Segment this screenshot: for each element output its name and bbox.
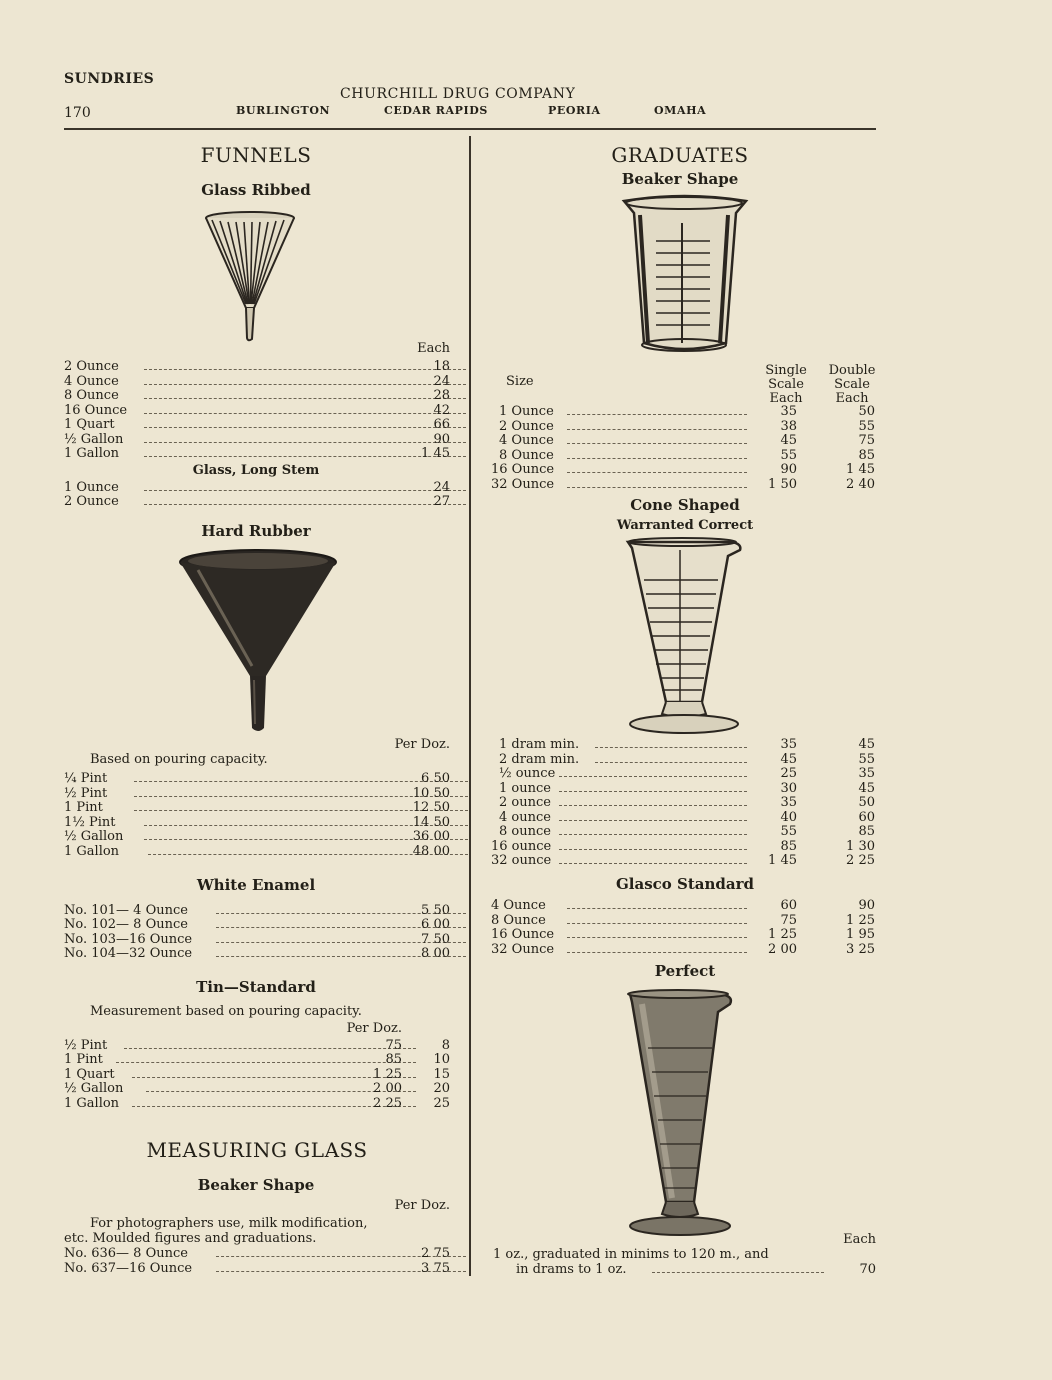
glass-ribbed-heading: Glass Ribbed bbox=[201, 181, 311, 199]
size-label: 1 Gallon bbox=[64, 446, 120, 461]
price-value: 85 bbox=[385, 1052, 402, 1067]
hard-rubber-perdoz-head: Per Doz. bbox=[394, 737, 450, 752]
price-row bbox=[499, 824, 879, 839]
hard-rubber-note: Based on pouring capacity. bbox=[90, 752, 268, 767]
price-value: 42 bbox=[433, 403, 450, 418]
single-price: 1 25 bbox=[768, 927, 797, 942]
price-row bbox=[64, 494, 454, 509]
double-price: 2 25 bbox=[846, 853, 875, 868]
double-scale-head bbox=[822, 364, 882, 406]
size-label: 8 Ounce bbox=[499, 448, 554, 463]
double-price: 1 30 bbox=[846, 839, 875, 854]
double-price: 3 25 bbox=[846, 942, 875, 957]
price-value: 6 50 bbox=[421, 771, 450, 786]
size-label: 2 Ounce bbox=[64, 494, 119, 509]
measuring-glass-subheading: Beaker Shape bbox=[197, 1176, 315, 1194]
price-value: 70 bbox=[859, 1262, 876, 1277]
price-value: 24 bbox=[433, 480, 450, 495]
price-value-extra: 20 bbox=[433, 1081, 450, 1096]
size-label: No. 102— 8 Ounce bbox=[64, 917, 188, 932]
measuring-perdoz-head: Per Doz. bbox=[394, 1198, 450, 1213]
beaker-size-head: Size bbox=[506, 374, 534, 389]
leader-dots bbox=[567, 414, 747, 415]
price-row bbox=[64, 432, 454, 447]
size-label: 1½ Pint bbox=[64, 815, 116, 830]
price-row bbox=[64, 815, 454, 830]
size-label: No. 101— 4 Ounce bbox=[64, 903, 188, 918]
tin-perdoz-head: Per Doz. bbox=[346, 1021, 402, 1036]
price-value: 24 bbox=[433, 374, 450, 389]
price-row bbox=[64, 1067, 454, 1082]
price-row bbox=[499, 766, 879, 781]
single-head-line: Single bbox=[765, 363, 807, 378]
size-label: ½ ounce bbox=[499, 766, 556, 781]
perfect-graduate-image bbox=[622, 988, 738, 1238]
size-label: 1 dram min. bbox=[499, 737, 580, 752]
double-head-line: Double bbox=[828, 363, 876, 378]
size-label: 2 Ounce bbox=[64, 359, 119, 374]
section-title: SUNDRIES bbox=[64, 71, 155, 87]
single-price: 45 bbox=[780, 752, 797, 767]
price-row bbox=[64, 771, 454, 786]
price-value-extra: 10 bbox=[433, 1052, 450, 1067]
size-label: ½ Pint bbox=[64, 1038, 108, 1053]
double-head-line: Each bbox=[835, 391, 869, 406]
size-label: 16 Ounce bbox=[491, 927, 555, 942]
price-value: 10 50 bbox=[412, 786, 450, 801]
price-row bbox=[64, 917, 454, 932]
price-value: 28 bbox=[433, 388, 450, 403]
hard-rubber-funnel-image bbox=[178, 548, 338, 738]
double-price: 85 bbox=[858, 824, 875, 839]
price-value: 5 50 bbox=[421, 903, 450, 918]
leader-dots bbox=[595, 762, 747, 763]
double-price: 75 bbox=[858, 433, 875, 448]
price-row bbox=[64, 1261, 454, 1276]
price-row bbox=[491, 477, 879, 492]
size-label: ¼ Pint bbox=[64, 771, 108, 786]
size-label: in drams to 1 oz. bbox=[516, 1262, 627, 1277]
tin-standard-heading: Tin—Standard bbox=[196, 978, 316, 996]
city-omaha: OMAHA bbox=[654, 104, 707, 117]
single-price: 35 bbox=[780, 795, 797, 810]
price-value: 2 75 bbox=[421, 1246, 450, 1261]
price-row bbox=[499, 433, 879, 448]
price-row bbox=[64, 946, 454, 961]
size-label: ½ Gallon bbox=[64, 829, 124, 844]
single-price: 25 bbox=[780, 766, 797, 781]
price-row bbox=[64, 1246, 454, 1261]
leader-dots bbox=[559, 834, 747, 835]
cone-shaped-heading: Cone Shaped bbox=[630, 496, 740, 514]
single-price: 35 bbox=[780, 737, 797, 752]
price-row bbox=[64, 446, 454, 461]
price-row bbox=[491, 942, 879, 957]
price-value: 27 bbox=[433, 494, 450, 509]
price-value: 90 bbox=[433, 432, 450, 447]
beaker-graduate-image bbox=[620, 193, 750, 363]
price-row bbox=[491, 898, 879, 913]
size-label: 1 Pint bbox=[64, 1052, 103, 1067]
double-price: 60 bbox=[858, 810, 875, 825]
size-label: 1 Quart bbox=[64, 417, 115, 432]
single-price: 55 bbox=[780, 448, 797, 463]
size-label: 16 Ounce bbox=[64, 403, 128, 418]
size-label: 1 Gallon bbox=[64, 1096, 120, 1111]
single-price: 35 bbox=[780, 404, 797, 419]
leader-dots bbox=[595, 747, 747, 748]
size-label: 1 Ounce bbox=[64, 480, 119, 495]
price-value: 48 00 bbox=[412, 844, 450, 859]
price-row bbox=[499, 810, 879, 825]
price-value: 75 bbox=[385, 1038, 402, 1053]
price-value: 7 50 bbox=[421, 932, 450, 947]
single-head-line: Each bbox=[769, 391, 803, 406]
company-name: CHURCHILL DRUG COMPANY bbox=[340, 86, 576, 102]
price-row bbox=[516, 1262, 876, 1277]
price-row bbox=[499, 795, 879, 810]
price-row bbox=[491, 913, 879, 928]
double-price: 35 bbox=[858, 766, 875, 781]
leader-dots bbox=[559, 820, 747, 821]
leader-dots bbox=[567, 952, 747, 953]
single-price: 1 45 bbox=[768, 853, 797, 868]
city-cedar-rapids: CEDAR RAPIDS bbox=[384, 104, 488, 117]
price-row bbox=[64, 480, 454, 495]
size-label: No. 104—32 Ounce bbox=[64, 946, 193, 961]
leader-dots bbox=[559, 776, 747, 777]
size-label: 32 Ounce bbox=[491, 477, 555, 492]
double-price: 1 25 bbox=[846, 913, 875, 928]
price-row bbox=[64, 1096, 454, 1111]
single-price: 60 bbox=[780, 898, 797, 913]
tin-standard-note: Measurement based on pouring capacity. bbox=[90, 1004, 362, 1019]
double-price: 1 45 bbox=[846, 462, 875, 477]
size-label: 4 Ounce bbox=[491, 898, 546, 913]
glass-ribbed-each-head: Each bbox=[417, 341, 450, 356]
double-price: 55 bbox=[858, 752, 875, 767]
price-value: 3 75 bbox=[421, 1261, 450, 1276]
warranted-correct-subheading: Warranted Correct bbox=[616, 518, 754, 533]
single-scale-head bbox=[760, 364, 812, 406]
beaker-shape-heading: Beaker Shape bbox=[621, 170, 739, 188]
price-value: 12 50 bbox=[412, 800, 450, 815]
single-price: 40 bbox=[780, 810, 797, 825]
size-label: ½ Gallon bbox=[64, 432, 124, 447]
price-row bbox=[491, 853, 879, 868]
size-label: 4 ounce bbox=[499, 810, 551, 825]
price-row bbox=[64, 1052, 454, 1067]
single-price: 1 50 bbox=[768, 477, 797, 492]
size-label: ½ Pint bbox=[64, 786, 108, 801]
price-value: 1 45 bbox=[421, 446, 450, 461]
price-row bbox=[64, 932, 454, 947]
ribbed-funnel-image bbox=[200, 208, 300, 348]
hard-rubber-heading: Hard Rubber bbox=[201, 522, 311, 540]
leader-dots bbox=[559, 849, 747, 850]
price-row bbox=[491, 839, 879, 854]
size-label: 2 Ounce bbox=[499, 419, 554, 434]
price-value: 8 00 bbox=[421, 946, 450, 961]
price-value: 2 00 bbox=[373, 1081, 402, 1096]
price-row bbox=[499, 448, 879, 463]
size-label: 1 Quart bbox=[64, 1067, 115, 1082]
size-label: 32 Ounce bbox=[491, 942, 555, 957]
double-price: 2 40 bbox=[846, 477, 875, 492]
price-row bbox=[64, 903, 454, 918]
long-stem-heading: Glass, Long Stem bbox=[192, 463, 320, 478]
double-price: 1 95 bbox=[846, 927, 875, 942]
single-price: 90 bbox=[780, 462, 797, 477]
price-row bbox=[64, 388, 454, 403]
funnels-heading: FUNNELS bbox=[200, 143, 312, 167]
size-label: ½ Gallon bbox=[64, 1081, 124, 1096]
size-label: 1 Pint bbox=[64, 800, 103, 815]
double-price: 45 bbox=[858, 737, 875, 752]
price-row bbox=[64, 829, 454, 844]
price-row bbox=[64, 800, 454, 815]
size-label: 2 dram min. bbox=[499, 752, 580, 767]
price-row bbox=[499, 404, 879, 419]
price-row bbox=[64, 786, 454, 801]
leader-dots bbox=[567, 458, 747, 459]
white-enamel-heading: White Enamel bbox=[196, 876, 316, 894]
single-price: 85 bbox=[780, 839, 797, 854]
price-value: 6 00 bbox=[421, 917, 450, 932]
measuring-note-line2: etc. Moulded figures and graduations. bbox=[64, 1231, 317, 1246]
size-label: 16 Ounce bbox=[491, 462, 555, 477]
double-price: 45 bbox=[858, 781, 875, 796]
size-label: 1 Gallon bbox=[64, 844, 120, 859]
price-value: 1 25 bbox=[373, 1067, 402, 1082]
size-label: No. 636— 8 Ounce bbox=[64, 1246, 188, 1261]
city-peoria: PEORIA bbox=[548, 104, 601, 117]
leader-dots bbox=[567, 487, 747, 488]
price-row bbox=[499, 737, 879, 752]
price-row bbox=[64, 1081, 454, 1096]
price-row bbox=[64, 403, 454, 418]
leader-dots bbox=[567, 443, 747, 444]
price-row bbox=[499, 419, 879, 434]
single-price: 30 bbox=[780, 781, 797, 796]
size-label: No. 103—16 Ounce bbox=[64, 932, 193, 947]
size-label: 1 Ounce bbox=[499, 404, 554, 419]
price-value: 14 50 bbox=[412, 815, 450, 830]
price-value-extra: 15 bbox=[433, 1067, 450, 1082]
size-label: 4 Ounce bbox=[64, 374, 119, 389]
size-label: No. 637—16 Ounce bbox=[64, 1261, 193, 1276]
single-head-line: Scale bbox=[768, 377, 804, 392]
price-row bbox=[64, 374, 454, 389]
leader-dots bbox=[567, 937, 747, 938]
perfect-heading: Perfect bbox=[654, 962, 716, 980]
column-divider bbox=[469, 136, 471, 1276]
price-row bbox=[64, 417, 454, 432]
single-price: 45 bbox=[780, 433, 797, 448]
double-price: 50 bbox=[858, 404, 875, 419]
price-row bbox=[499, 752, 879, 767]
single-price: 2 00 bbox=[768, 942, 797, 957]
leader-dots bbox=[652, 1272, 824, 1273]
size-label: 16 ounce bbox=[491, 839, 552, 854]
price-value: 2 25 bbox=[373, 1096, 402, 1111]
double-price: 85 bbox=[858, 448, 875, 463]
price-row bbox=[64, 359, 454, 374]
leader-dots bbox=[559, 805, 747, 806]
page-number: 170 bbox=[64, 105, 91, 121]
glasco-standard-heading: Glasco Standard bbox=[615, 875, 755, 893]
price-value: 18 bbox=[433, 359, 450, 374]
size-label: 8 Ounce bbox=[64, 388, 119, 403]
perfect-each-head: Each bbox=[843, 1232, 876, 1247]
single-price: 38 bbox=[780, 419, 797, 434]
leader-dots bbox=[559, 863, 747, 864]
price-value: 36 00 bbox=[412, 829, 450, 844]
price-row bbox=[64, 1038, 454, 1053]
double-price: 50 bbox=[858, 795, 875, 810]
price-row bbox=[491, 927, 879, 942]
cone-graduate-image bbox=[622, 536, 746, 736]
price-value-extra: 25 bbox=[433, 1096, 450, 1111]
leader-dots bbox=[559, 791, 747, 792]
perfect-description-line1: 1 oz., graduated in minims to 120 m., and bbox=[493, 1247, 769, 1262]
leader-dots bbox=[567, 908, 747, 909]
header-rule bbox=[64, 128, 876, 130]
single-price: 75 bbox=[780, 913, 797, 928]
size-label: 1 ounce bbox=[499, 781, 551, 796]
measuring-glass-heading: MEASURING GLASS bbox=[146, 1138, 368, 1162]
size-label: 32 ounce bbox=[491, 853, 552, 868]
price-row bbox=[64, 844, 454, 859]
double-price: 90 bbox=[858, 898, 875, 913]
measuring-note-line1: For photographers use, milk modification, bbox=[90, 1216, 368, 1231]
size-label: 4 Ounce bbox=[499, 433, 554, 448]
city-burlington: BURLINGTON bbox=[236, 104, 331, 117]
leader-dots bbox=[567, 429, 747, 430]
leader-dots bbox=[567, 923, 747, 924]
price-value-extra: 8 bbox=[441, 1038, 450, 1053]
double-price: 55 bbox=[858, 419, 875, 434]
graduates-heading: GRADUATES bbox=[611, 143, 749, 167]
double-head-line: Scale bbox=[834, 377, 870, 392]
price-value: 66 bbox=[433, 417, 450, 432]
size-label: 8 ounce bbox=[499, 824, 551, 839]
single-price: 55 bbox=[780, 824, 797, 839]
leader-dots bbox=[567, 472, 747, 473]
size-label: 2 ounce bbox=[499, 795, 551, 810]
price-row bbox=[499, 781, 879, 796]
price-row bbox=[491, 462, 879, 477]
size-label: 8 Ounce bbox=[491, 913, 546, 928]
